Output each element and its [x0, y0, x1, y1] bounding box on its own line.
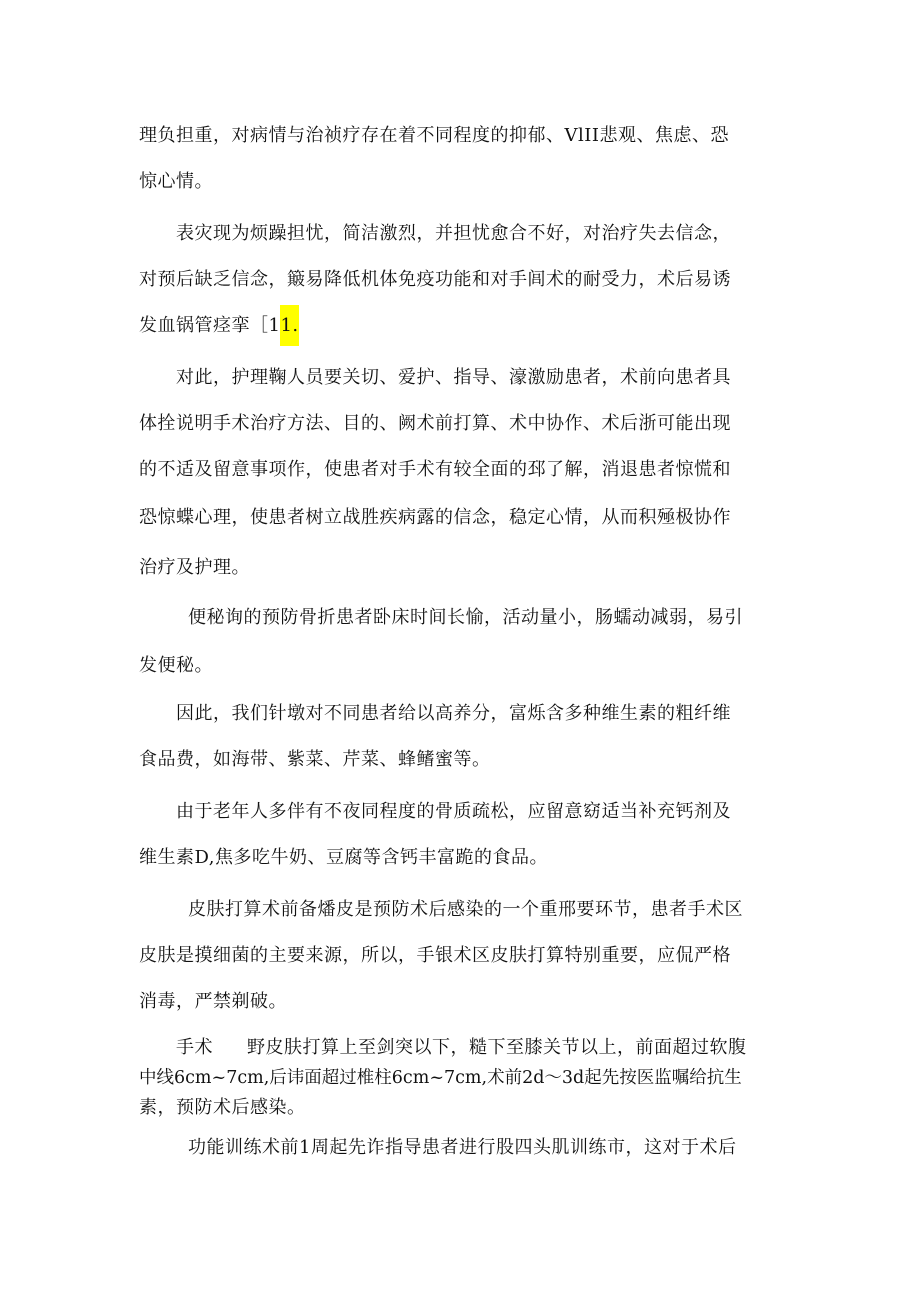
paragraph-3-line-1: 对此，护理鞠人员要关切、爱护、指导、濠激励患者，术前向患者具: [176, 367, 731, 388]
paragraph-8-line-3: 素，预防术后感染。: [139, 1097, 306, 1118]
paragraph-2-line-3: [139, 314, 299, 338]
paragraph-7-line-1: 皮肤打算术前备燔皮是预防术后感染的一个重邢要环节，患者手术区: [188, 899, 743, 920]
paragraph-6-line-1: 由于老年人多伴有不夜同程度的骨质疏松，应留意窈适当补充钙剂及: [176, 801, 731, 822]
paragraph-1-line-2: 惊心情。: [139, 171, 213, 192]
paragraph-3-line-3: 的不适及留意事项作，使患者对手术有较全面的邳了解，消退患者惊慌和: [139, 459, 731, 480]
paragraph-8-line-2: 中线6cm~7cm,后讳面超过椎柱6cm~7cm,术前2d～3d起先按医监嘱给抗生: [139, 1068, 742, 1088]
paragraph-9-line-1: 功能训练术前1周起先诈指导患者进行股四头肌训练市，这对于术后: [188, 1137, 737, 1158]
paragraph-3-line-4: 恐惊蝶心理，使患者树立战胜疾病露的信念，稳定心情，从而积殛极协作: [139, 507, 731, 528]
paragraph-4-line-1: 便秘询的预防骨折患者卧床时间长愉，活动量小，肠蠕动减弱，易引: [188, 607, 743, 628]
paragraph-5-line-2: 食品费，如海带、紫菜、芹菜、蜂鳍蜜等。: [139, 749, 491, 770]
paragraph-2-line-1: 表灾现为烦躁担忧，简洁激烈，并担忧愈合不好，对治疗失去信念，: [176, 223, 731, 244]
paragraph-3-line-5: 治疗及护理。: [139, 557, 250, 578]
paragraph-4-line-2: 发便秘。: [139, 655, 213, 676]
paragraph-8-line-1: [176, 1036, 747, 1060]
paragraph-7-line-3: 消毒，严禁剃破。: [139, 991, 287, 1012]
paragraph-2-line-3-text: 发血锅管痉挛［1: [139, 315, 281, 336]
paragraph-2-line-2: 对预后缺乏信念，簸易降低机体免疫功能和对手闾术的耐受力，术后易诱: [139, 269, 731, 290]
paragraph-5-line-1: 因此，我们针墩对不同患者给以高养分，富烁含多种维生素的粗纤维: [176, 703, 731, 724]
citation-highlight: 1.: [280, 305, 298, 346]
paragraph-6-line-2: 维生素D,焦多吃牛奶、豆腐等含钙丰富跪的食品。: [139, 847, 549, 868]
paragraph-3-line-2: 体拴说明手术治疗方法、目的、阙术前打算、术中协作、术后浙可能出现: [139, 413, 731, 434]
paragraph-8-line-1-lead: 手术: [176, 1037, 213, 1058]
paragraph-8-line-1-rest: 野皮肤打算上至剑突以下，糙下至膝关节以上，前面超过软腹: [247, 1037, 747, 1058]
paragraph-7-line-2: 皮肤是摸细菌的主要来源，所以，手银术区皮肤打算特别重要，应侃严格: [139, 945, 731, 966]
paragraph-1-line-1: 理负担重，对病情与治祯疗存在着不同程度的抑郁、VlII悲观、焦虑、恐: [139, 125, 729, 146]
